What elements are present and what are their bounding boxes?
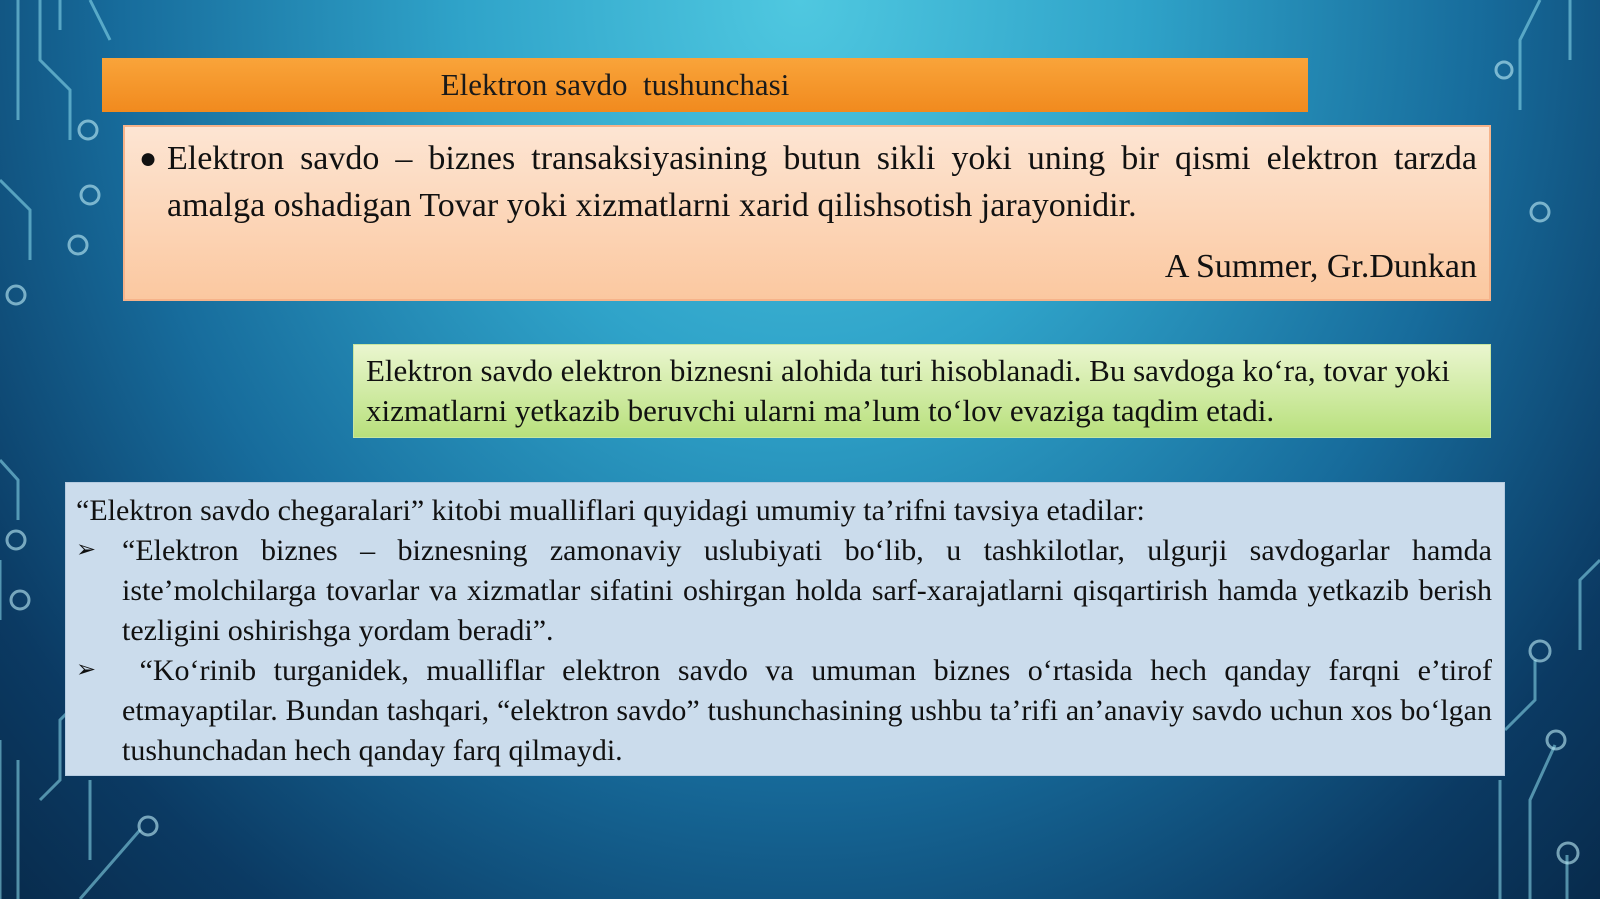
definition-item [139, 135, 1477, 229]
quote-item-text: “Ko‘rinib turganidek, mualliflar elektron savdo va umuman biznes o‘rtasida hech qanday farqni e’tirof etmayaptilar. Bundan tashqari, “elektron savdo” tushunchasining ushbu ta’rifi an’anaviy savdo uchun xos bo‘lgan tushunchadan hech qanday farq qilmaydi. [122, 654, 1500, 767]
quote-box [65, 482, 1505, 776]
definition-author: A Summer, Gr.Dunkan [1164, 248, 1477, 285]
quote-item-text: “Elektron biznes – biznesning zamonaviy uslubiyati bo‘lib, u tashkilotlar, ulgurji savdogarlar hamda iste’molchilarga tovarlar va xizmatlar sifatini oshirgan holda sarf-xarajatlarni qisqartirish hamda yetkazib berish tezligini oshirishga yordam beradi”. [122, 534, 1492, 647]
note-text: Elektron savdo elektron biznesni alohida turi hisoblanadi. Bu savdoga ko‘ra, tovar yoki xizmatlarni yetkazib beruvchi ularni ma’lum to‘lov evaziga taqdim etadi. [366, 353, 1450, 428]
quote-intro: “Elektron savdo chegaralari” kitobi mualliflari quyidagi umumiy ta’rifni tavsiya etadilar: [76, 494, 1145, 527]
quote-item [76, 651, 1500, 771]
definition-text: Elektron savdo – biznes transaksiyasining butun sikli yoki uning bir qismi elektron tarzda amalga oshadigan Tovar yoki xizmatlarni xarid qilishsotish jarayonidir. [167, 140, 1477, 224]
arrow-bullet-icon: ➢ [76, 655, 97, 683]
quote-item [76, 531, 1492, 651]
slide-title: Elektron savdo tushunchasi [102, 58, 1308, 112]
arrow-bullet-icon: ➢ [76, 535, 97, 563]
definition-box [123, 125, 1491, 301]
note-box [353, 344, 1491, 438]
bullet-dot-icon: ● [139, 142, 158, 175]
